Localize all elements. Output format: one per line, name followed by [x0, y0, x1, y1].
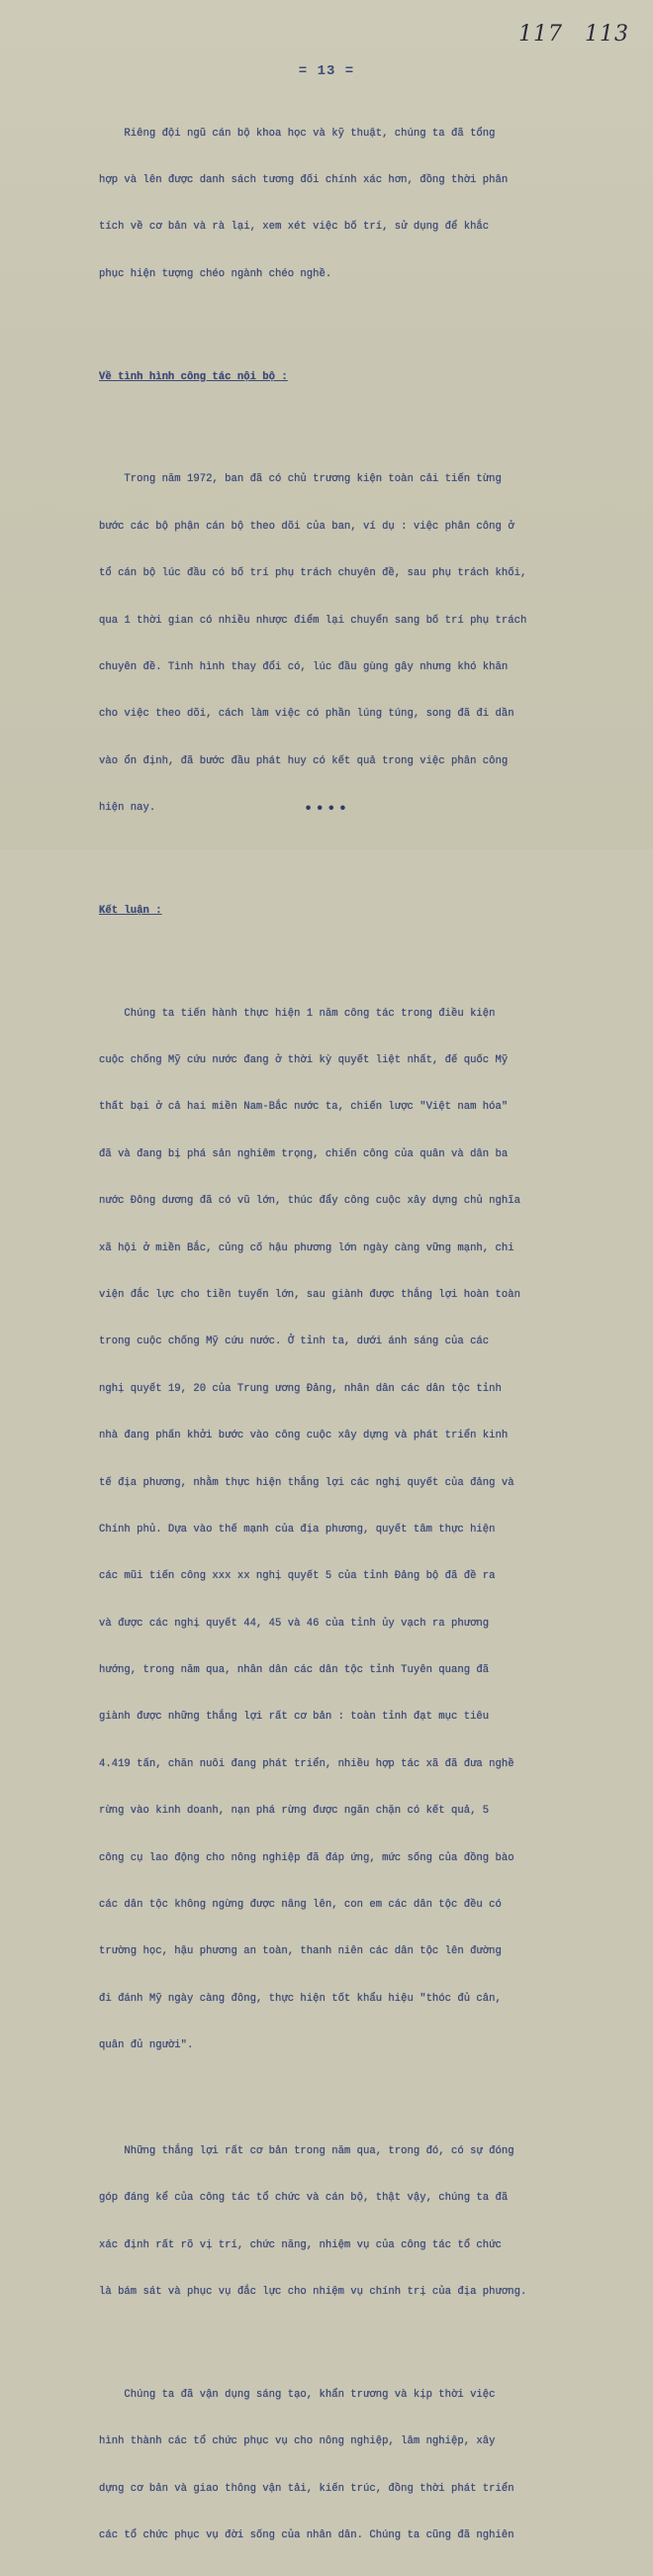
text-line: cuộc chống Mỹ cứu nước đang ở thời kỳ quyết liệt nhất, đế quốc Mỹ [99, 1054, 509, 1067]
text-line: Những thắng lợi rất cơ bản trong năm qua, trong đó, có sự đóng [99, 2145, 514, 2157]
text-line: hiện nay. [99, 802, 156, 815]
handwritten-page-numbers [505, 22, 629, 47]
text-line: rừng vào kinh doanh, nạn phá rừng được ngăn chặn có kết quả, 5 [99, 1805, 490, 1818]
text-line: nước Đông dương đã có vũ lớn, thúc đẩy công cuộc xây dựng chủ nghĩa [99, 1195, 520, 1208]
text-line: Chúng ta đã vận dụng sáng tạo, khẩn trương và kịp thời việc [99, 2388, 496, 2401]
text-line: giành được những thắng lợi rất cơ bản : toàn tỉnh đạt mục tiêu [99, 1711, 490, 1724]
text-line: cho việc theo dõi, cách làm việc có phần lúng túng, song đã đi dần [99, 708, 514, 721]
text-line: hình thành các tổ chức phục vụ cho nông nghiệp, lâm nghiệp, xây [99, 2435, 496, 2448]
text-line: nhà đang phấn khởi bước vào công cuộc xây dựng và phát triển kinh [99, 1430, 509, 1442]
footer-marker: •••• [303, 800, 350, 818]
text-line: Trong năm 1972, ban đã có chủ trương kiện toàn cải tiến từng [99, 473, 502, 486]
text-line: trường học, hậu phương an toàn, thanh niên các dân tộc lên đường [99, 1945, 502, 1958]
section-heading: Kết luận : [99, 904, 162, 917]
text-line: hợp và lên được danh sách tương đối chính xác hơn, đồng thời phân [99, 173, 509, 186]
page-header: = 13 = [298, 63, 355, 79]
document-body [99, 95, 639, 2576]
text-line: tích về cơ bản và rà lại, xem xét việc bố trí, sử dụng để khắc [99, 221, 490, 234]
text-line: nghị quyết 19, 20 của Trung ương Đảng, nhân dân các dân tộc tỉnh [99, 1382, 502, 1395]
text-line: vào ổn định, đã bước đầu phát huy có kết quả trong việc phân công [99, 754, 509, 767]
text-line: các dân tộc không ngừng được nâng lên, con em các dân tộc đều có [99, 1899, 502, 1912]
text-line: qua 1 thời gian có nhiều nhược điểm lại chuyển sang bố trí phụ trách [99, 614, 527, 627]
text-line: phục hiện tượng chéo ngành chéo nghề. [99, 267, 332, 280]
section-heading: Về tình hình công tác nội bộ : [99, 370, 288, 383]
text-line: các mũi tiến công xxx xx nghị quyết 5 của tỉnh Đảng bộ đã đề ra [99, 1570, 496, 1583]
text-line: các tổ chức phục vụ đời sống của nhân dân. Chúng ta cũng đã nghiên [99, 2529, 514, 2542]
handwritten-number: 117 [518, 22, 563, 47]
handwritten-number: 113 [585, 22, 629, 47]
text-line: trong cuộc chống Mỹ cứu nước. Ở tỉnh ta, dưới ánh sáng của các [99, 1336, 490, 1348]
text-line: công cụ lao động cho nông nghiệp đã đáp ứng, mức sống của đồng bào [99, 1851, 514, 1864]
text-line: Chính phủ. Dựa vào thế mạnh của địa phương, quyết tâm thực hiện [99, 1523, 496, 1536]
text-line: dựng cơ bản và giao thông vận tải, kiến trúc, đồng thời phát triển [99, 2482, 514, 2495]
text-line: tổ cán bộ lúc đầu có bố trí phụ trách chuyên đề, sau phụ trách khối, [99, 567, 527, 580]
text-line: đi đánh Mỹ ngày càng đông, thực hiện tốt khẩu hiệu "thóc đủ cân, [99, 1992, 502, 2005]
text-line: và được các nghị quyết 44, 45 và 46 của tỉnh ủy vạch ra phương [99, 1617, 490, 1630]
text-line: hướng, trong năm qua, nhân dân các dân tộc tỉnh Tuyên quang đã [99, 1664, 490, 1677]
text-line: bước các bộ phận cán bộ theo dõi của ban, ví dụ : việc phân công ở [99, 520, 514, 533]
text-line: xã hội ở miền Bắc, củng cố hậu phương lớn ngày càng vững mạnh, chi [99, 1241, 514, 1254]
text-line: tế địa phương, nhằm thực hiện thắng lợi các nghị quyết của đảng và [99, 1476, 514, 1489]
text-line: chuyên đề. Tình hình thay đổi có, lúc đầu gùng gây nhưng khó khăn [99, 660, 509, 673]
text-line: Chúng ta tiến hành thực hiện 1 năm công tác trong điều kiện [99, 1007, 496, 1020]
text-line: đã và đang bị phá sản nghiêm trọng, chiến công của quân và dân ba [99, 1147, 509, 1160]
text-line: xác định rất rõ vị trí, chức năng, nhiệm vụ của công tác tổ chức [99, 2238, 502, 2251]
text-line: Riêng đội ngũ cán bộ khoa học và kỹ thuật, chúng ta đã tổng [99, 127, 496, 140]
text-line: quân đủ người". [99, 2039, 194, 2052]
text-line: góp đáng kể của công tác tổ chức và cán bộ, thật vậy, chúng ta đã [99, 2192, 509, 2205]
text-line: 4.419 tấn, chăn nuôi đang phát triển, nhiều hợp tác xã đã đưa nghề [99, 1757, 514, 1770]
text-line: thất bại ở cả hai miền Nam-Bắc nước ta, chiến lược "Việt nam hóa" [99, 1101, 509, 1114]
text-line: viện đắc lực cho tiền tuyến lớn, sau giành được thắng lợi hoàn toàn [99, 1288, 520, 1301]
text-line: là bám sát và phục vụ đắc lực cho nhiệm vụ chính trị của địa phương. [99, 2286, 527, 2299]
